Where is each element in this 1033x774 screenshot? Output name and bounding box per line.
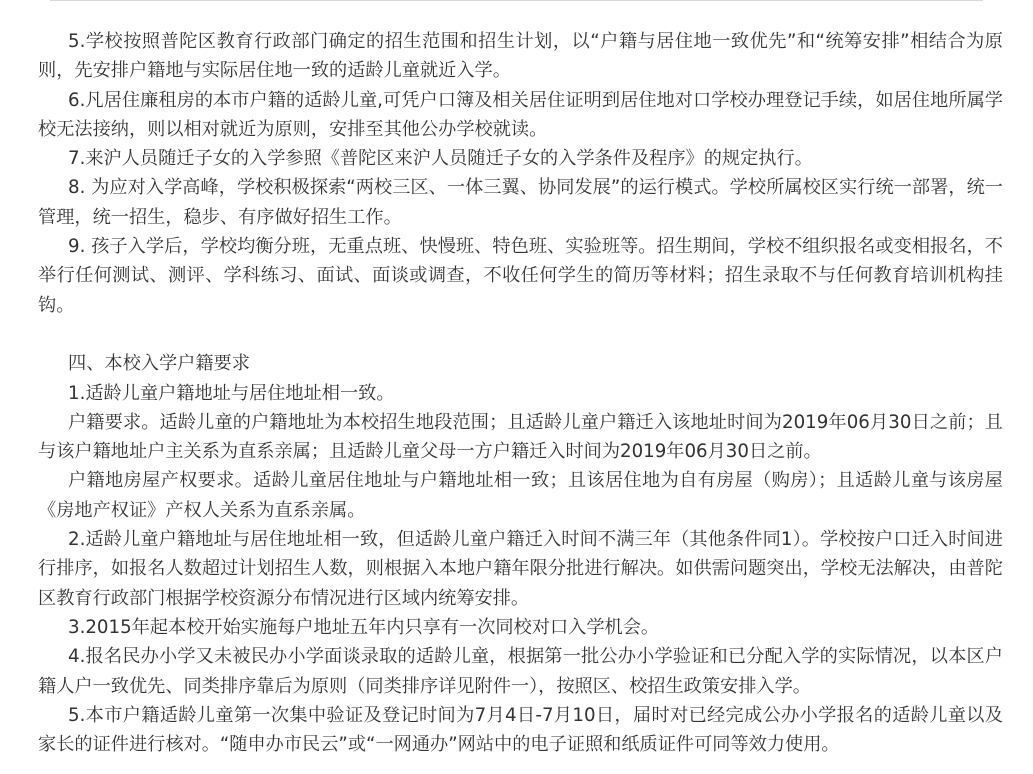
paragraph-item-9: 9. 孩子入学后，学校均衡分班，无重点班、快慢班、特色班、实验班等。招生期间，学校不组织报名或变相报名，不举行任何测试、测评、学科练习、面试、面谈或调查，不收任何学生的简历等材料；招生录取不与任何教育培训机构挂钩。 xyxy=(38,236,1003,316)
requirement-3: 3.2015年起本校开始实施每户地址五年内只享有一次同校对口入学机会。 xyxy=(68,616,660,638)
section-spacer xyxy=(38,320,1003,349)
paragraph-item-6: 6.凡居住廉租房的本市户籍的适龄儿童,可凭户口簿及相关居住证明到居住地对口学校办理登记手续，如居住地所属学校无法接纳，则以相对就近为原则，安排至其他公办学校就读。 xyxy=(38,89,1003,140)
paragraph-item-7: 7.来沪人员随迁子女的入学参照《普陀区来沪人员随迁子女的入学条件及程序》的规定执行。 xyxy=(68,148,813,170)
requirement-1-household: 户籍要求。适龄儿童的户籍地址为本校招生地段范围；且适龄儿童户籍迁入该地址时间为2019年06月30日之前；且与该户籍地址户主关系为直系亲属；且适龄儿童父母一方户籍迁入时间为2019年06月30日之前。 xyxy=(38,411,1003,463)
requirement-2: 2.适龄儿童户籍地址与居住地址相一致，但适龄儿童户籍迁入时间不满三年（其他条件同1）。学校按户口迁入时间进行排序，如报名人数超过计划招生人数，则根据入本地户籍年限分批进行解决。如供需问题突出，学校无法解决，由普陀区教育行政部门根据学校资源分布情况进行区域内统筹安排。 xyxy=(38,529,1003,609)
section-heading: 四、本校入学户籍要求 xyxy=(68,353,250,375)
requirement-4: 4.报名民办小学又未被民办小学面谈录取的适龄儿童，根据第一批公办小学验证和已分配入学的实际情况，以本区户籍人户一致优先、同类排序靠后为原则（同类排序详见附件一），按照区、校招生政策安排入学。 xyxy=(38,646,1003,697)
requirement-5: 5.本市户籍适龄儿童第一次集中验证及登记时间为7月4日-7月10日，届时对已经完成公办小学报名的适龄儿童以及家长的证件进行核对。“随申办市民云”或“一网通办”网站中的电子证照和纸质证件可同等效力使用。 xyxy=(38,704,1003,756)
document-body xyxy=(38,27,1003,759)
top-divider xyxy=(50,0,983,1)
paragraph-item-8: 8. 为应对入学高峰，学校积极探索“两校三区、一体三翼、协同发展”的运行模式。学校所属校区实行统一部署，统一管理，统一招生，稳步、有序做好招生工作。 xyxy=(38,177,1003,228)
requirement-1: 1.适龄儿童户籍地址与居住地址相一致。 xyxy=(68,382,395,404)
paragraph-item-5: 5.学校按照普陀区教育行政部门确定的招生范围和招生计划，以“户籍与居住地一致优先”和“统筹安排”相结合为原则，先安排户籍地与实际居住地一致的适龄儿童就近入学。 xyxy=(38,31,1003,82)
requirement-1-property: 户籍地房屋产权要求。适龄儿童居住地址与户籍地址相一致；且该居住地为自有房屋（购房）；且适龄儿童与该房屋《房地产权证》产权人关系为直系亲属。 xyxy=(38,470,1003,521)
